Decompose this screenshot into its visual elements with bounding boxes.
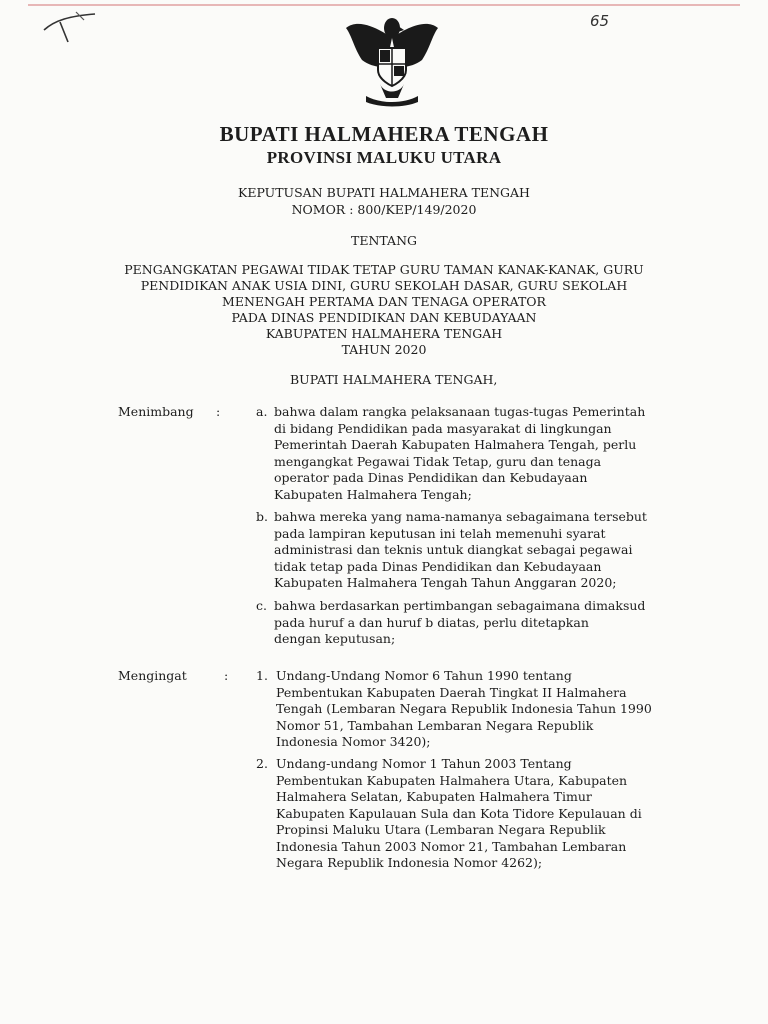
- menimbang-colon: :: [216, 404, 221, 419]
- subject-line: PENDIDIKAN ANAK USIA DINI, GURU SEKOLAH DASAR, GURU SEKOLAH: [140, 278, 628, 293]
- mengingat-label: Mengingat: [118, 668, 187, 683]
- document-title: BUPATI HALMAHERA TENGAH: [219, 122, 549, 146]
- decree-about: TENTANG: [350, 233, 417, 248]
- subject-line: MENENGAH PERTAMA DAN TENAGA OPERATOR: [222, 294, 546, 309]
- decree-name: KEPUTUSAN BUPATI HALMAHERA TENGAH: [238, 185, 530, 200]
- subject-line: PENGANGKATAN PEGAWAI TIDAK TETAP GURU TAMAN KANAK-KANAK, GURU: [124, 262, 644, 277]
- handwritten-mark-icon: [40, 8, 100, 48]
- menimbang-label: Menimbang: [118, 404, 194, 419]
- mengingat-colon: :: [224, 668, 229, 683]
- mengingat-item-marker: 2.: [256, 756, 268, 771]
- subject-line: KABUPATEN HALMAHERA TENGAH: [265, 326, 503, 341]
- mengingat-item-2: Undang-undang Nomor 1 Tahun 2003 Tentang Pembentukan Kabupaten Halmahera Utara, Kabupaten Halmahera Selatan, Kabupaten Halmahera Timur Kabupaten Kapulauan Sula dan Kota Tidore Kepulauan di Propinsi Maluku Utara (Lembaran Negara Republik Indonesia Tahun 2003 Nomor 21, Tambahan Lembaran Negara Republik Indonesia Nomor 4262);: [276, 756, 642, 870]
- menimbang-item-marker: a.: [256, 404, 268, 419]
- decree-number: NOMOR : 800/KEP/149/2020: [291, 202, 477, 217]
- page-number: 65: [590, 12, 610, 30]
- subject-line: PADA DINAS PENDIDIKAN DAN KEBUDAYAAN: [231, 310, 537, 325]
- subject-line: TAHUN 2020: [341, 342, 427, 357]
- menimbang-item-c: bahwa berdasarkan pertimbangan sebagaimana dimaksud pada huruf a dan huruf b diatas, perlu ditetapkan dengan keputusan;: [274, 598, 646, 646]
- menimbang-item-a: bahwa dalam rangka pelaksanaan tugas-tugas Pemerintah di bidang Pendidikan pada masyarakat di lingkungan Pemerintah Daerah Kabupaten Halmahera Tengah, perlu mengangkat Pegawai Tidak Tetap, guru dan tenaga operator pada Dinas Pendidikan dan Kebudayaan Kabupaten Halmahera Tengah;: [274, 404, 646, 502]
- garuda-emblem-icon: [340, 8, 444, 108]
- menimbang-item-marker: b.: [256, 509, 268, 524]
- opening-statement: BUPATI HALMAHERA TENGAH,: [290, 372, 498, 387]
- menimbang-item-marker: c.: [256, 598, 267, 613]
- document-subtitle: PROVINSI MALUKU UTARA: [266, 148, 502, 167]
- mengingat-item-1: Undang-Undang Nomor 6 Tahun 1990 tentang Pembentukan Kabupaten Daerah Tingkat II Halmahera Tengah (Lembaran Negara Republik Indonesia Tahun 1990 Nomor 51, Tambahan Lembaran Negara Republik Indonesia Nomor 3420);: [276, 668, 652, 749]
- menimbang-item-b: bahwa mereka yang nama-namanya sebagaimana tersebut pada lampiran keputusan ini telah memenuhi syarat administrasi dan teknis untuk diangkat sebagai pegawai tidak tetap pada Dinas Pendidikan dan Kebudayaan Kabupaten Halmahera Tengah Tahun Anggaran 2020;: [274, 509, 647, 590]
- scan-top-edge: [28, 4, 740, 6]
- mengingat-item-marker: 1.: [256, 668, 268, 683]
